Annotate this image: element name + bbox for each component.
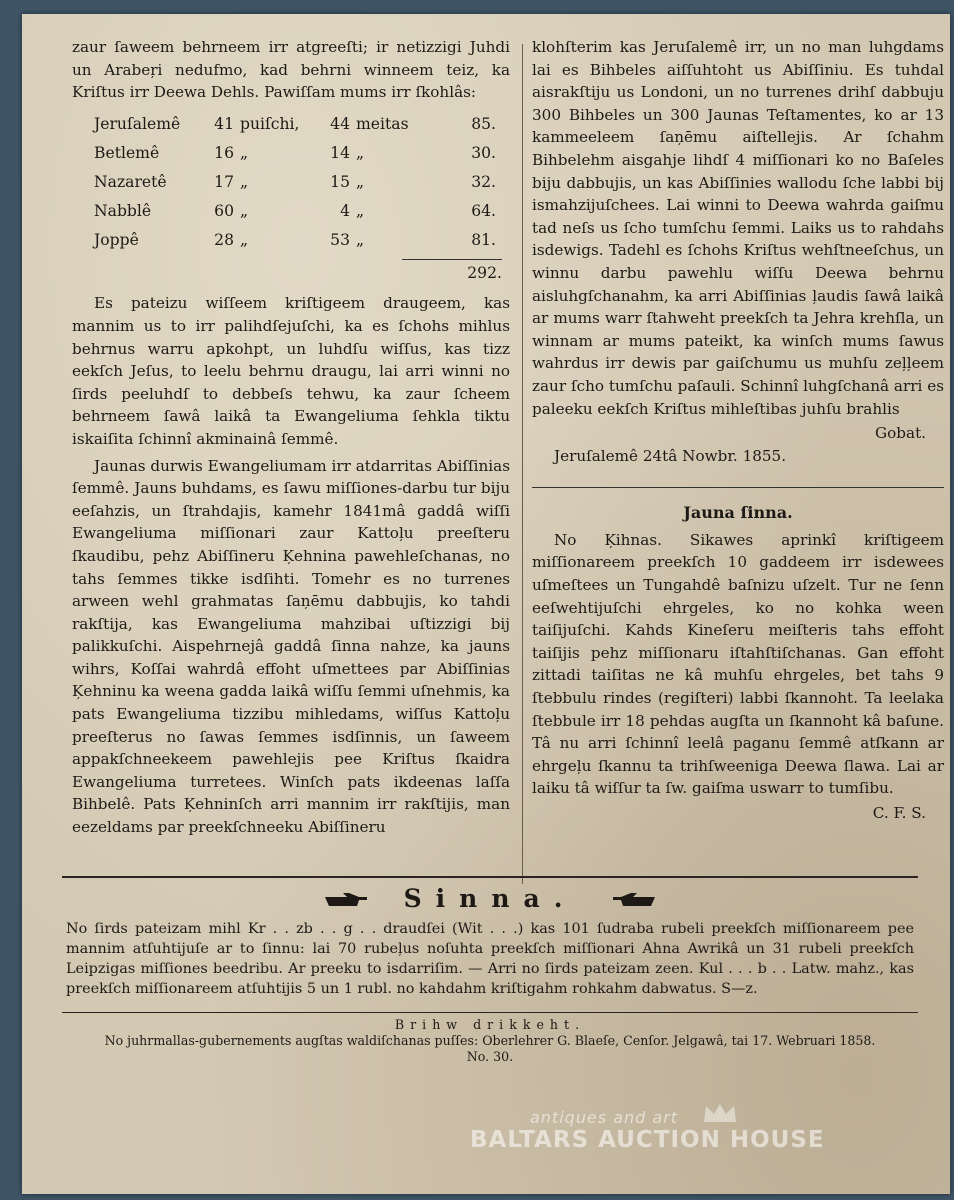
left-column: [72, 36, 510, 839]
row-total: 32.: [471, 172, 496, 191]
intro-paragraph: zaur ſaweem behrneem irr atgreeſti; ir netizzigi Juhdi un Arabeŗi nedufmo, kad behrni winneem teiz, ka Kriſtus irr Deewa Dehls. Pawiſſam mums irr ſkohlâs:: [72, 38, 510, 102]
row-total: 30.: [471, 143, 496, 162]
boys-word: „: [240, 230, 249, 249]
notice-heading-row: [62, 884, 918, 915]
notice-top-rule: [62, 876, 918, 878]
auction-watermark: [470, 1108, 890, 1153]
print-permission: Brihw drikkeht.: [394, 1017, 586, 1032]
censor-line: No juhrmallas-gubernements augſtas waldiſchanas puſſes: Oberlehrer G. Blaeſe, Cenſor. Jelgawâ, tai 17. Webruari 1858.: [104, 1033, 876, 1048]
abyssinia-paragraph: Jaunas durwis Ewangeliumam irr atdarritas Abiſſinias ſemmê. Jauns buhdams, es ſawu miſſiones-darbu tur biju eeſahzis, un ſtrahdajis, kamehr 1841mâ gaddâ wiſſi Ewangeliuma miſſionari zaur Kattoļu preeſteru ſkaudibu, pehz Abiſſineru Ķehnina pawehleſchanas, no tahs ſemmes tikke isdſihti. Tomehr es no turrenes arween wehl grahmatas ſaņēmu dabbujis, ko tahdi rakſtija, kas Ewangeliuma mahzibai uſtizzigi bij palikkuſchi. Aispehrnejâ gaddâ ſinna nahze, ka jauns wihrs, Koſſai wahrdâ effoht uſmettees par Abiſſinias Ķehninu ka weena gadda laikâ wiſſu ſemmi uſnehmis, ka pats Ewangeliuma tizzibu mihledams, wiſſus Kattoļu preeſterus no ſawas ſemmes isdſinnis, un ſaweem appakſchneekeem pawehlejis pee Kriſtus ſkaidra Ewangeliuma turretees. Winſch pats ikdeenas laſſa Bihbelê. Pats Ķehninſch arri mannim irr rakſtijis, man eezeldams par preekſchneeku Abiſſineru: [72, 456, 510, 837]
girls-count: 4: [340, 201, 350, 220]
notice-signature: S—z.: [721, 981, 758, 997]
watermark-name: BALTARS AUCTION HOUSE: [470, 1127, 825, 1153]
boys-count: 16: [214, 143, 234, 162]
town-name: Nazaretê: [94, 172, 167, 191]
letter-date: Jeruſalemê 24tâ Nowbr. 1855.: [554, 446, 787, 465]
row-total: 64.: [471, 201, 496, 220]
girls-count: 44: [330, 114, 350, 133]
town-name: Nabblê: [94, 201, 152, 220]
section-divider: [532, 487, 944, 488]
girls-word: „: [356, 230, 365, 249]
table-row: [94, 139, 496, 168]
boys-word: „: [240, 172, 249, 191]
boys-count: 17: [214, 172, 234, 191]
notice-heading: Sinna.: [403, 884, 577, 913]
town-name: Jeruſalemê: [94, 114, 181, 133]
continued-paragraph: klohſterim kas Jeruſalemê irr, un no man luhgdams lai es Bihbeles aiſſuhtoht us Abiſſiniu. Es tuhdal aisrakſtiju us Londoni, un no turrenes drihſ dabbuju 300 Bihbeles un 300 Jaunas Teſtamentes, ko ar 13 kammeeleem ſaņēmu aiſtellejis. Ar ſchahm Bihbelehm aisgahje lihdſ 4 miſſionari ko no Baſeles biju dabbujis, un kas Abiſſinies wallodu ſche labbi bij ismahzijuſchees. Lai winni to Deewa wahrda gaiſmu tad neſs us ſcho tumſchu ſemmi. Laiks us to rahdahs isdewigs. Tadehl es ſchohs Kriſtus wehſtneeſchus, un winnu darbu pawehlu wiſſu Deewa behrnu aisluhgſchanahm, ka arri Abiſſinias ļaudis ſawâ laikâ ar mums warr ſtahweht preekſch ta Jehra krehſla, un winnam ar mums pateikt, ka winſch mums ſawus wahrdus irr dewis par gaiſchumu us muhſu zeļļeem zaur ſcho tumſchu paſauli. Schinnî luhgſchanâ arri es paleeku eekſch Kriſtus mihleſtibas juhſu brahlis: [532, 38, 944, 418]
girls-count: 15: [330, 172, 350, 191]
letter-signature: Gobat.: [875, 424, 926, 443]
grand-total: 292.: [402, 259, 502, 285]
girls-word: meitas: [356, 114, 409, 133]
thanks-paragraph: Es pateizu wiſſeem kriſtigeem draugeem, kas mannim us to irr palihdſejuſchi, ka es ſchohs mihlus behrnus warru apkohpt, un luhdſu wiſſus, kas tizz eekſch Jeſus, to leelu behrnu draugu, lai arri winni no ſirds peeluhdſ to debbeſs tehwu, ka zaur ſcheem behrneem ſawâ laikâ ta Ewangeliuma ſehkla tiktu iskaiſita ſchinnî akminainâ ſemmê.: [72, 294, 510, 448]
news-signature: C. F. S.: [872, 804, 926, 822]
table-row: [94, 197, 496, 226]
table-row: [94, 168, 496, 197]
page-footer: [62, 1012, 918, 1065]
girls-word: „: [356, 201, 365, 220]
right-column: [532, 36, 944, 825]
town-name: Joppê: [94, 230, 139, 249]
sinna-notice: [62, 876, 918, 999]
school-stats-table: [94, 110, 496, 255]
watermark-tagline: antiques and art: [530, 1108, 679, 1127]
girls-count: 14: [330, 143, 350, 162]
issue-number: No. 30.: [466, 1049, 514, 1064]
row-total: 81.: [471, 230, 496, 249]
boys-word: „: [240, 143, 249, 162]
pointing-hand-left-icon: [611, 886, 657, 915]
table-row: [94, 226, 496, 255]
girls-word: „: [356, 143, 365, 162]
row-total: 85.: [471, 114, 496, 133]
boys-count: 60: [214, 201, 234, 220]
pointing-hand-right-icon: [323, 886, 369, 915]
column-divider: [522, 44, 523, 884]
girls-count: 53: [330, 230, 350, 249]
table-row: [94, 110, 496, 139]
crown-icon: [702, 1102, 738, 1124]
notice-text: [62, 919, 918, 999]
girls-word: „: [356, 172, 365, 191]
notice-body: No ſirds pateizam mihl Kr . . zb . . g . . draudſei (Wit . . .) kas 101 ſudraba rubeli preekſch miſſionareem pee mannim atſuhtijuſe ar to ſinnu: lai 70 rubeļus noſuhta preekſch miſſionari Ahna Awrikâ un 31 rubeli preekſch Leipzigas miſſiones beedribu. Ar preeku to isdarriſim. — Arri no ſirds pateizam zeen. Kul . . . b . . Latw. mahz., kas preekſch miſſionareem atſuhtijis 5 un 1 rubl. no kahdahm kriſtigahm rohkahm dabwatus.: [66, 921, 914, 997]
town-name: Betlemê: [94, 143, 160, 162]
boys-word: puiſchi,: [240, 114, 300, 133]
boys-count: 28: [214, 230, 234, 249]
news-paragraph: No Ķihnas. Sikawes aprinkî kriſtigeem miſſionareem preekſch 10 gaddeem irr isdewees uſmeſtees un Tungahdê baſnizu uſzelt. Tur ne ſenn eeſwehtijuſchi ehrgeles, ko no kohka ween taiſijuſchi. Kahds Kineſeru meiſteris tahs effoht taiſijis pehz miſſionaru iſtahſtiſchanas. Gan effoht zittadi taiſitas ne kâ muhſu ehrgeles, bet tahs 9 ſtebbulu rindes (regiſteri) labbi ſkannoht. Ta leelaka ſtebbule irr 18 pehdas augſta un ſkannoht kâ baſune. Tâ nu arri ſchinnî leelâ paganu ſemmê atſkann ar ehrgeļu ſkannu ta trihſweeniga Deewa ſlawa. Lai ar laiku tâ wiſſur ta ſw. gaiſma uswarr to tumſibu.: [532, 530, 944, 798]
boys-count: 41: [214, 114, 234, 133]
news-heading: Jauna ſinna.: [683, 503, 793, 523]
boys-word: „: [240, 201, 249, 220]
